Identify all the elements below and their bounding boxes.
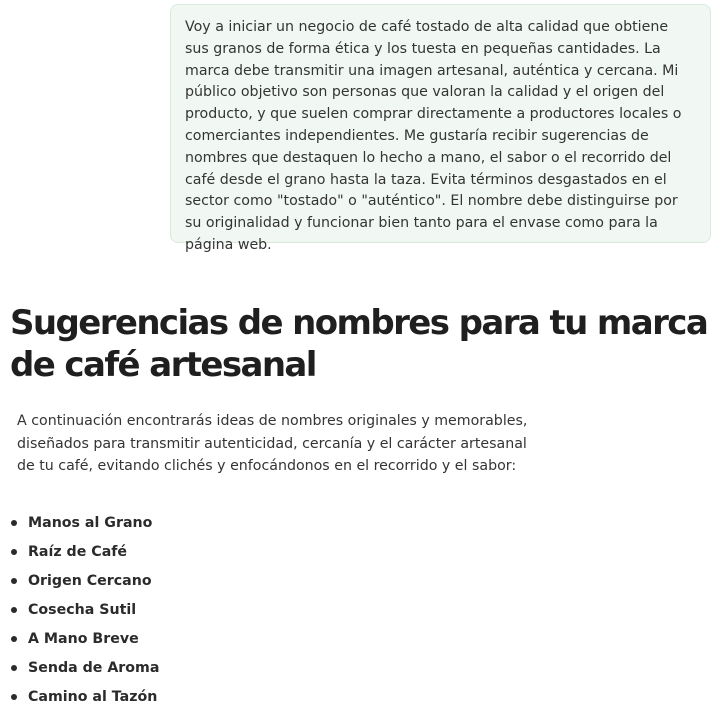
list-item — [10, 657, 159, 686]
name-suggestion: Manos al Grano — [28, 515, 153, 531]
list-item — [10, 512, 159, 541]
list-item — [10, 686, 159, 715]
bullet-icon — [11, 607, 17, 613]
response-title: Sugerencias de nombres para tu marca de café artesanal — [10, 303, 708, 385]
name-suggestion: Cosecha Sutil — [28, 602, 137, 618]
name-suggestion: Raíz de Café — [28, 544, 128, 560]
bullet-icon — [11, 520, 17, 526]
bullet-icon — [11, 578, 17, 584]
list-item — [10, 599, 159, 628]
name-suggestion: Origen Cercano — [28, 573, 152, 589]
name-suggestion: A Mano Breve — [28, 631, 139, 647]
bullet-icon — [11, 549, 17, 555]
list-item — [10, 570, 159, 599]
name-suggestion: Camino al Tazón — [28, 689, 158, 705]
response-intro: A continuación encontrarás ideas de nombres originales y memorables, diseñados para transmitir autenticidad, cercanía y el carácter artesanal de tu café, evitando clichés y enfocándonos en el recorrido y el sabor: — [17, 413, 528, 474]
bullet-icon — [11, 636, 17, 642]
user-message-bubble — [170, 4, 711, 253]
list-item — [10, 541, 159, 570]
list-item — [10, 628, 159, 657]
name-suggestion: Senda de Aroma — [28, 660, 160, 676]
bullet-icon — [11, 694, 17, 700]
user-message-text: Voy a iniciar un negocio de café tostado de alta calidad que obtiene sus granos de forma ética y los tuesta en pequeñas cantidades. La marca debe transmitir una imagen artesanal, auténtica y cercana. Mi público objetivo son personas que valoran la calidad y el origen del producto, y que suelen comprar directamente a productores locales o comerciantes independientes. Me gustaría recibir sugerencias de nombres que destaquen lo hecho a mano, el sabor o el recorrido del café desde el grano hasta la taza. Evita términos desgastados en el sector como "tostado" o "auténtico". El nombre debe distinguirse por su originalidad y funcionar bien tanto para el envase como para la página web. — [185, 19, 682, 253]
bullet-icon — [11, 665, 17, 671]
assistant-response — [10, 302, 710, 705]
name-suggestions-list — [10, 512, 159, 715]
